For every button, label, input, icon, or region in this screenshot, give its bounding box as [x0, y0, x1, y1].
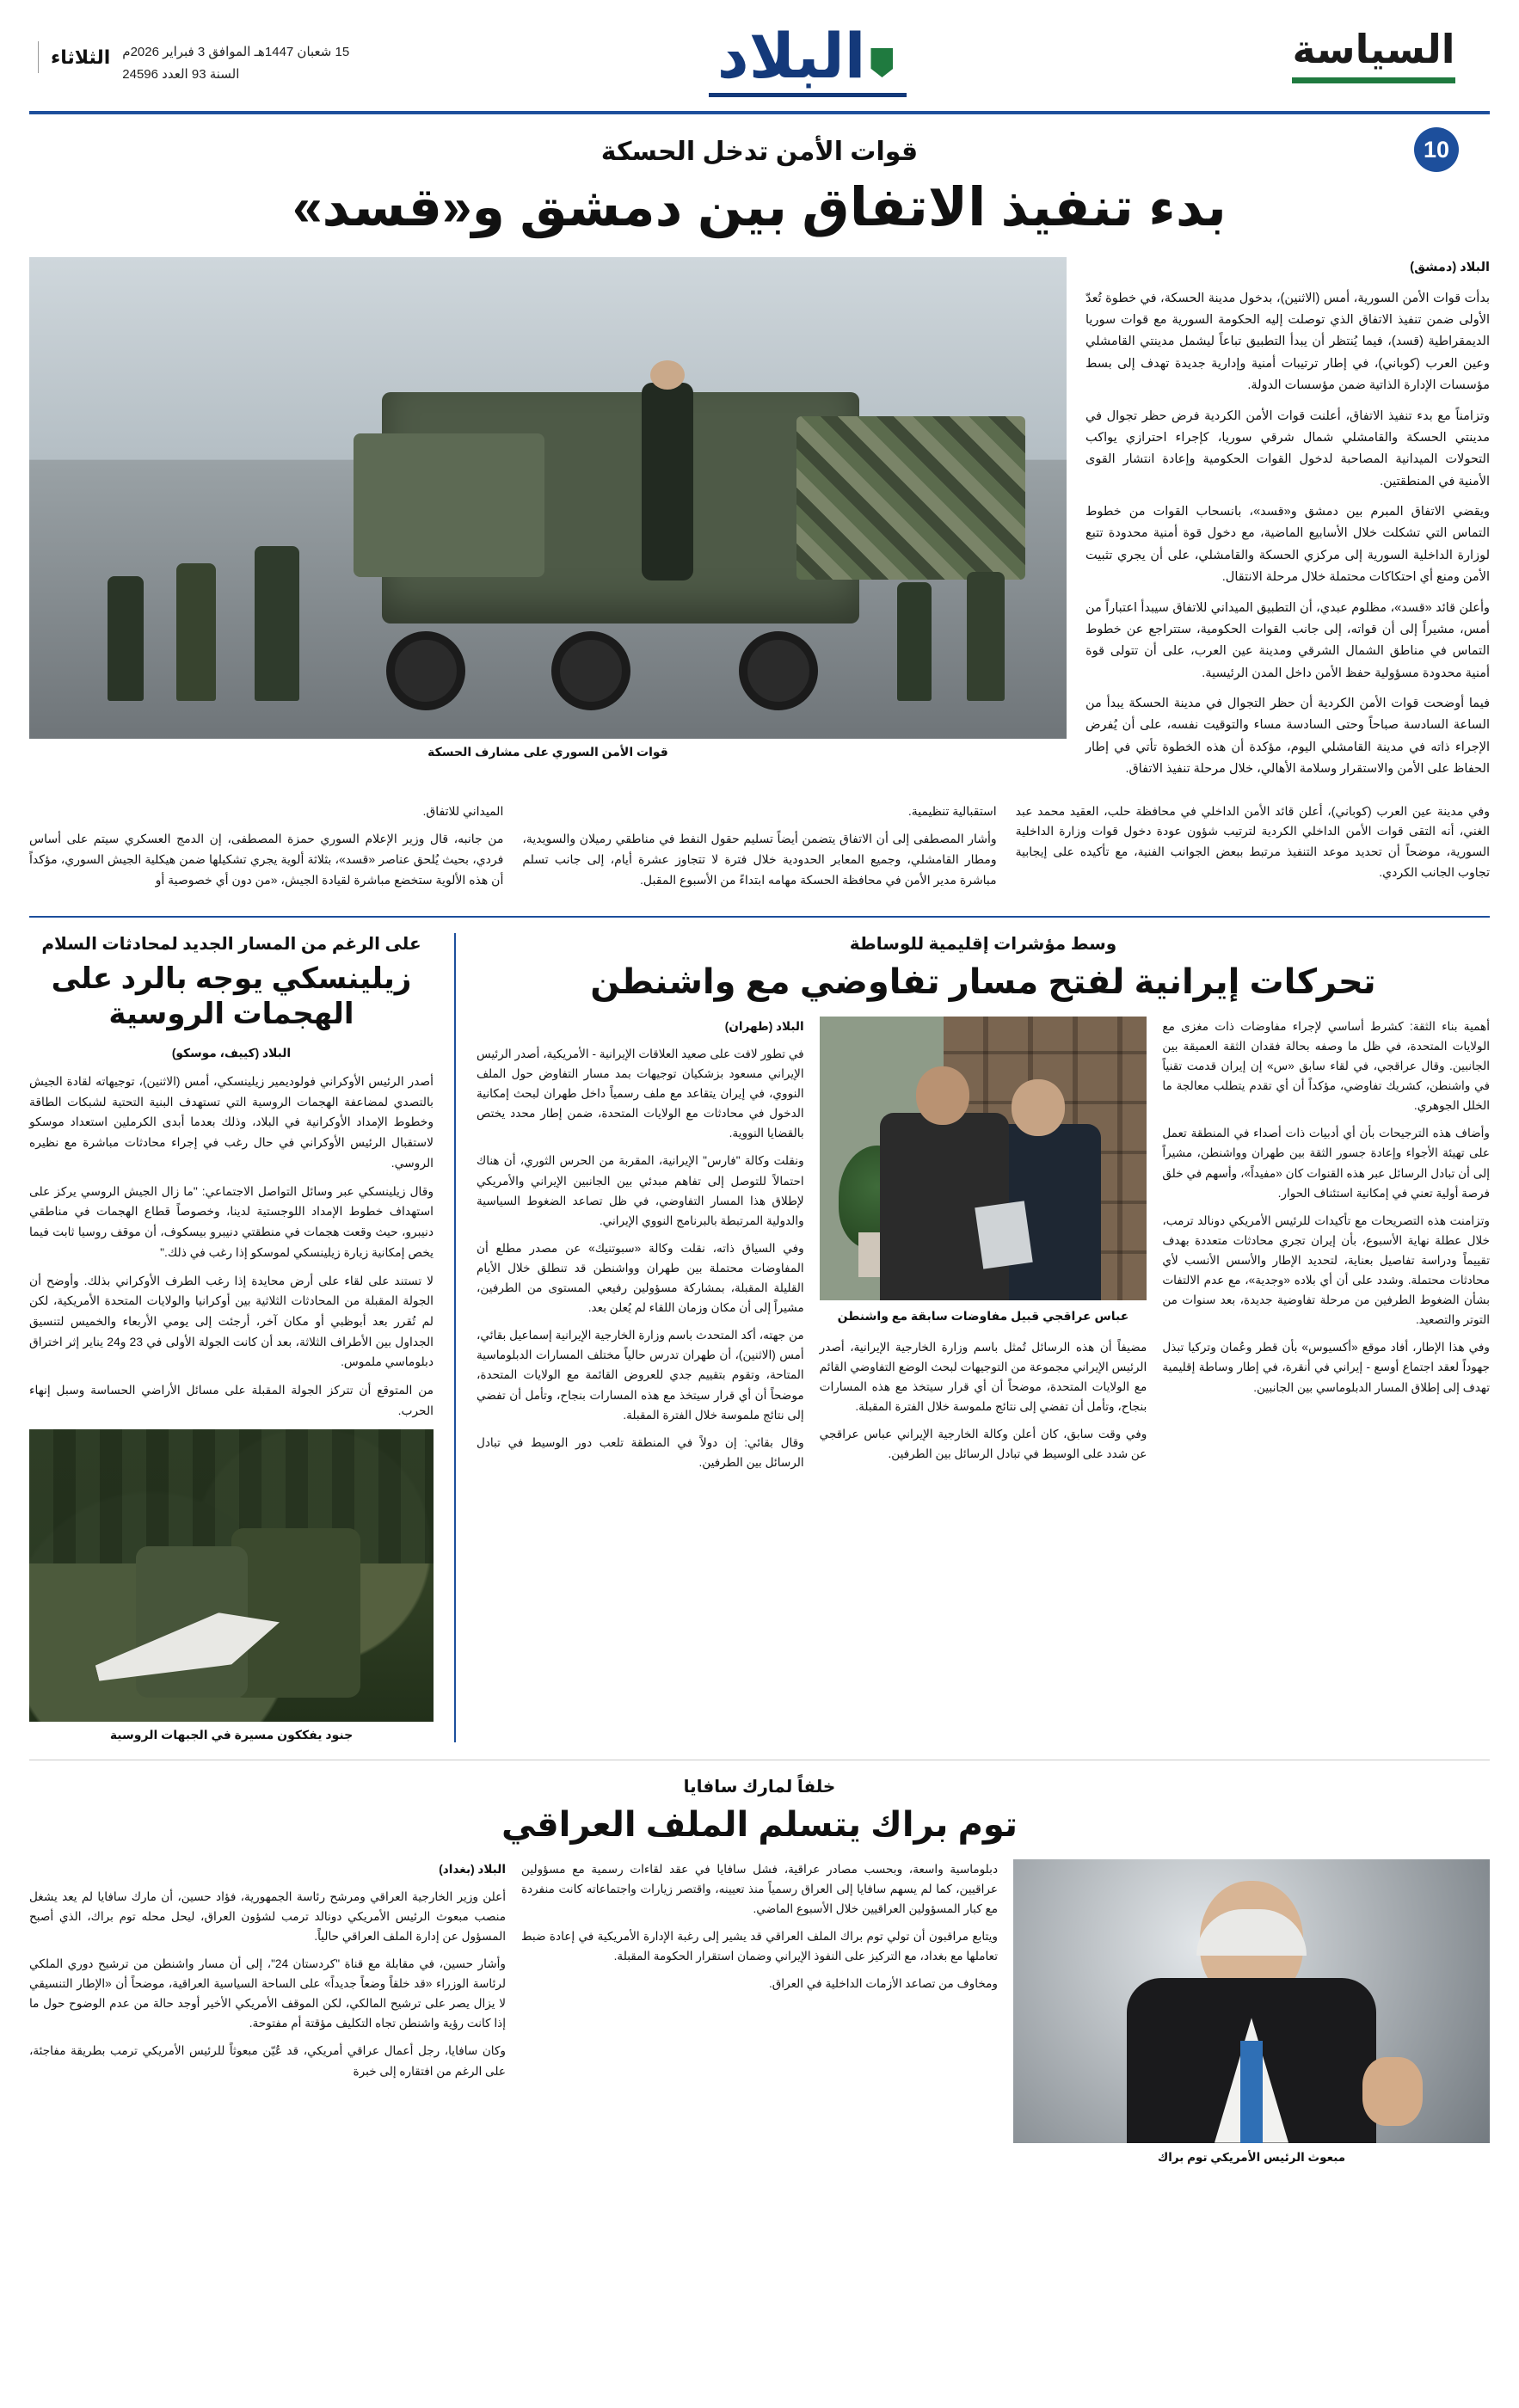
- section-rule: [1292, 77, 1455, 83]
- zelensky-title: زيلينسكي يوجه بالرد على الهجمات الروسية: [51, 961, 412, 1030]
- iran-photo-column: [820, 1017, 1147, 1480]
- zelensky-photo-caption: جنود يفككون مسيرة في الجبهات الروسية: [109, 1727, 354, 1742]
- lead-paragraph: ويقضي الاتفاق المبرم بين دمشق و«قسد»، بانسحاب القوات من خطوط التماس التي تشكلت خلال الأسابيع الماضية، مع دخول قوة أمنية محدودة تتبع لوزارة الداخلية السورية إلى مركزي الحسكة والقامشلي، على أن يجري تثبيت الأمن ومنع أي احتكاكات محتملة خلال مرحلة الانتقال.: [1085, 505, 1490, 585]
- barrack-photo: [1013, 1859, 1490, 2143]
- lead-article: [29, 257, 1490, 789]
- barrack-title: توم براك يتسلم الملف العراقي: [501, 1805, 1018, 1844]
- barrack-column-left: [521, 1859, 998, 2168]
- barrack-paragraph: ومخاوف من تصاعد الأزمات الداخلية في العراق.: [768, 1977, 998, 1991]
- barrack-photo-caption: مبعوث الرئيس الأمريكي توم براك: [1157, 2150, 1346, 2164]
- hijri-gregorian-date: 15 شعبان 1447هـ الموافق 3 فبراير 2026م: [122, 45, 350, 59]
- lead-paragraph: فيما أوضحت قوات الأمن الكردية أن حظر التجوال في مدينة الحسكة يبدأ من الساعة السادسة صباحاً وحتى السادسة مساء والتوقيت نفسه، على أن يُفرض الإجراء ذاته في مدينة القامشلي اليوم، مؤكدة أن هذه الخطوة تأتي في إطار الحفاظ على الأمن والاستقرار وسلامة الأهالي، خلال مرحلة تنفيذ الاتفاق.: [1085, 697, 1490, 777]
- section-title-block: [1266, 29, 1481, 83]
- iran-paragraph: وفي هذا الإطار، أفاد موقع «أكسيوس» بأن قطر وعُمان وتركيا تبذل جهوداً لعقد اجتماع أوسع - إيراني في أنقرة، في إطار وساطة إقليمية تهدف إلى إطلاق المسار الدبلوماسي بين الجانبين.: [1162, 1341, 1490, 1394]
- zelensky-body: [29, 1043, 434, 1421]
- zelensky-paragraph: لا تستند على لقاء على أرض محايدة إذا رغب الطرف الأوكراني بذلك. وأوضح أن الجولة المقبلة من المحادثات الثلاثية بين أوكرانيا والولايات المتحدة الأمريكية، لكن لم تُقرر بعد أبوظبي أو مكان آخر، أرجئت إلى يومي الأربعاء والخميس لتنسيق الجداول بين الأطراف الثلاثة، بعد أن كانت الجولة الأولى في 23 و24 يناير إثر اختراق دبلوماسي ملموس.: [29, 1274, 434, 1369]
- iran-paragraph: وفي وقت سابق، كان أعلن وكالة الخارجية الإيراني عباس عراقجي عن شدد على الوسيط في تبادل الرسائل بين الطرفين.: [819, 1427, 1147, 1461]
- zelensky-kicker: على الرغم من المسار الجديد لمحادثات السلام: [41, 934, 421, 954]
- iran-body: [477, 1017, 1490, 1480]
- barrack-paragraph: دبلوماسية واسعة، وبحسب مصادر عراقية، فشل سافايا في عقد لقاءات رسمية مع مسؤولين عراقيين، كما لم يسهم سافايا إلى العراق رسمياً منذ تعيينه، واقتصر زيارات واجتماعاته كانت منفردة مع كبار المسؤولين العراقيين خلال الأسبوع الماضي.: [521, 1862, 998, 1915]
- barrack-dateline: البلاد (بغداد): [439, 1862, 506, 1876]
- iran-paragraph: وقال بقائي: إن دولاً في المنطقة تلعب دور الوسيط في تبادل الرسائل بين الطرفين.: [476, 1435, 804, 1469]
- masthead-rule: [29, 111, 1490, 114]
- page-number-badge: 10: [1414, 127, 1459, 172]
- iran-column-right: [477, 1017, 804, 1480]
- lead-subcolumn-2: [522, 802, 996, 899]
- iran-paragraph: وتزامنت هذه التصريحات مع تأكيدات للرئيس الأمريكي دونالد ترمب، خلال عطلة نهاية الأسبوع، بأن إيران تجري محادثات متعددة بهدف تقييماً ودراسة تفاصيل بعناية، لتحديد الإطار والأسس الأنسب لأي محادثات محتملة. وشدد على أن أي بلاده «وجدية»، مع عدم الالتفات بشأن الضغوط الطرفين من مرحلة تفاوضية جديدة، بعد سنوات من التوتر والتصعيد.: [1162, 1213, 1490, 1327]
- zelensky-article: [29, 933, 434, 1742]
- zelensky-paragraph: وقال زيلينسكي عبر وسائل التواصل الاجتماعي: "ما زال الجيش الروسي يركز على استهداف خطوط الإمداد اللوجستية لدينا، وخصوصاً قطاع الهجمات في مناطقي دنيبرو، حيث وقعت هجمات في منطقتي دنيبرو بيسكوف، أن موقف روسيا ثابت فيما يخص إمكانية زيارة زيلينسكي لموسكو إذا رغب في ذلك.": [29, 1184, 434, 1259]
- lead-subcolumn-1: [29, 802, 503, 899]
- lead-kicker: قوات الأمن تدخل الحسكة: [600, 138, 919, 166]
- barrack-paragraph: أعلن وزير الخارجية العراقي ومرشح رئاسة الجمهورية، فؤاد حسين، أن مارك سافايا لم يعد يشغل منصب مبعوث الرئيس الأمريكي دونالد ترمب لشؤون العراق، ليحل محله توم براك، الذي أصبح المسؤول عن إدارة الملف العراقي حالياً.: [29, 1889, 506, 1943]
- barrack-kicker: خلفاً لمارك سافايا: [683, 1777, 836, 1797]
- zelensky-photo: [29, 1429, 434, 1722]
- lead-sub-paragraph: استقبالية تنظيمية.: [907, 803, 997, 818]
- barrack-body: [29, 1859, 1490, 2168]
- zelensky-dateline: البلاد (كييف، موسكو): [171, 1047, 292, 1060]
- lead-sub-paragraph: وأشار المصطفى إلى أن الاتفاق يتضمن أيضاً تسليم حقول النفط في مناطقي رميلان والسويدية، ومطار القامشلي، وجميع المعابر الحدودية خلال فترة لا تتجاوز عشرة أيام، إلى جانب تسلم مباشرة مدير الأمن في محافظة الحسكة مهامه ابتداءً من الأسبوع المقبل.: [522, 832, 997, 887]
- lead-dateline: البلاد (دمشق): [1410, 261, 1490, 275]
- lead-headline: بدء تنفيذ الاتفاق بين دمشق و«قسد»: [292, 178, 1227, 237]
- barrack-paragraph: وأشار حسين، في مقابلة مع قناة "كردستان 24"، إلى أن مسار واشنطن من ترشيح دوري الملكي لرئاسة الوزراء «قد خلقاً وضعاً جديداً» على الساحة السياسية العراقية، موضحاً أن «الإطار التنسيقي لا يزال يصر على ترشيح المالكي، لكن الموقف الأمريكي الأخير أوجد حالة من عدم الوضوح حول ما إذا كانت رؤية واشنطن تجاه التكليف مؤقتة أم مفتوحة.: [29, 1956, 506, 2030]
- iran-paragraph: وأضاف هذه الترجيحات بأن أي أدبيات ذات أصداء في المنطقة تعمل على تهيئة الأجواء وإعادة جسور الثقة بين طهران وواشنطن، مشيراً إلى أن تبادل الرسائل عبر هذه القنوات كان «مفيداً»، وأسهم في خلق فرصة أولية تعني في إمكانية استئناف الحوار.: [1162, 1127, 1490, 1200]
- iran-dateline: البلاد (طهران): [724, 1019, 804, 1033]
- barrack-paragraph: وكان سافايا، رجل أعمال عراقي أمريكي، قد عُيّن مبعوثاً للرئيس الأمريكي ترمب بطريقة مفاجئة، على الرغم من افتقاره إلى خبرة: [29, 2044, 506, 2078]
- zelensky-paragraph: أصدر الرئيس الأوكراني فولوديمير زيلينسكي، أمس (الاثنين)، توجيهاته لقادة الجيش بالتصدي لمضاعفة الهجمات الروسية التي تستهدف البنية التحتية لشبكات الطاقة وخطوط الإمداد الأوكرانية في البلاد، وذلك بعدما أبدى الكرملين استعداد موسكو لاستقبال الرئيس الأوكراني في حال رغب في إجراء محادثات مباشرة مع نظيره الروسي.: [29, 1075, 434, 1170]
- middle-section: [29, 933, 1490, 1742]
- lead-sub-paragraph: وفي مدينة عين العرب (كوباني)، أعلن قائد الأمن الداخلي في محافظة حلب، العقيد محمد عبد الغني، أنه التقى قوات الأمن الداخلي الكردية لترتيب شؤون عودة دخول قوات وزارة الداخلية السورية، موضحاً أن تحديد موعد التنفيذ مرتبط ببعض الجوانب الفنية، مع تأكيده على إيجابية تجاوب الجانب الكردي.: [1015, 803, 1490, 879]
- iran-paragraph: في تطور لافت على صعيد العلاقات الإيرانية - الأمريكية، أصدر الرئيس الإيراني مسعود بزشكيان توجيهات بمد مسار التفاوض حول الملف النووي، في إيران يتقاعد مع ملف رسمياً داخل طهران لبحث إمكانية الدخول في محادثات مع الولايات المتحدة، ضمن إطار محدد يختص بالقضايا النووية.: [476, 1047, 804, 1140]
- iran-column-left: [1162, 1017, 1490, 1480]
- masthead: [29, 0, 1490, 104]
- iran-paragraph: وفي السياق ذاته، نقلت وكالة «سبوتنيك» عن مصدر مطلع أن المفاوضات محتملة بين طهران وواشنطن قد تنطلق خلال الأيام القليلة المقبلة، بمشاركة مسؤولين رفيعي المستوى من الطرفين، مشيراً إلى أن مكان وزمان اللقاء لم يُعلن بعد.: [476, 1241, 804, 1315]
- barrack-article: [29, 1776, 1490, 2168]
- iran-kicker: وسط مؤشرات إقليمية للوساطة: [849, 934, 1117, 954]
- issue-number: السنة 93 العدد 24596: [122, 66, 240, 82]
- newspaper-logo: [709, 22, 907, 97]
- iran-title: تحركات إيرانية لفتح مسار تفاوضي مع واشنطن: [590, 962, 1376, 1001]
- lead-paragraph: بدأت قوات الأمن السورية، أمس (الاثنين)، بدخول مدينة الحسكة، في خطوة تُعدّ الأولى ضمن تنفيذ الاتفاق الذي توصلت إليه الحكومة السورية مع قوات سوريا الديمقراطية (قسد)، فيما يُنتظر أن يبدأ التطبيق تباعاً ليشمل مدينتي القامشلي وعين العرب (كوباني)، في إطار ترتيبات أمنية وإدارية جديدة تهدف إلى بسط مؤسسات الإدارة الذاتية ضمن مؤسسات الدولة.: [1085, 291, 1490, 393]
- lead-paragraph: وأعلن قائد «قسد»، مظلوم عبدي، أن التطبيق الميداني للاتفاق سيبدأ اعتباراً من أمس، مشيراً إلى أن قواته، إلى جانب القوات الحكومية، ستتراجع عن خطوط التماس في مناطق الشمال الشرقي ومدينة عين العرب، على أن تتولى قوة أمنية محدودة مسؤولية حفظ الأمن داخل المدن الرئيسية.: [1085, 600, 1490, 680]
- barrack-photo-column: [1013, 1859, 1490, 2168]
- iran-paragraph: أهمية بناء الثقة: كشرط أساسي لإجراء مفاوضات ذات مغزى مع الولايات المتحدة، في ظل ما وصفه بحالة فقدان الثقة العميقة بين الجانبين. وقال عراقجي، في لقاء سابق «س» إن إيران قدمت تقنياً في واشنطن، كشريك تفاوضي، مؤكداً أن أي تقدم يتطلب معالجة ما الخلل الجوهري.: [1162, 1019, 1490, 1113]
- iran-photo: [820, 1017, 1147, 1300]
- lead-photo-block: [29, 257, 1067, 759]
- barrack-paragraph: ويتابع مراقبون أن تولي توم براك الملف العراقي قد يشير إلى رغبة الإدارة الأمريكية في إعادة ضبط تعاملها مع بغداد، مع التركيز على النفوذ الإيراني وضمان استقرار الحكومة المقبلة.: [521, 1929, 998, 1963]
- lead-sub-paragraph: الميداني للاتفاق.: [422, 803, 504, 818]
- lead-text-column: [1085, 257, 1490, 789]
- zelensky-paragraph: من المتوقع أن تتركز الجولة المقبلة على مسائل الأراضي الحساسة وسبل إنهاء الحرب.: [29, 1384, 434, 1417]
- lead-paragraph: وتزامناً مع بدء تنفيذ الاتفاق، أعلنت قوات الأمن الكردية فرض حظر تجوال في مدينتي الحسكة والقامشلي شمال شرقي سوريا، كإجراء احترازي يواكب التحولات الميدانية المصاحبة لدخول القوات الحكومية وإعادة انتشار القوى الأمنية في المنطقتين.: [1085, 408, 1490, 488]
- iran-article: [477, 933, 1490, 1480]
- barrack-column-right: [29, 1859, 506, 2168]
- section-title: السياسة: [1292, 27, 1455, 71]
- logo-underline: [709, 93, 907, 97]
- logo-text: البلاد: [717, 26, 899, 88]
- iran-paragraph: مضيفاً أن هذه الرسائل تُمثل باسم وزارة الخارجية الإيرانية، أصدر الرئيس الإيراني مجموعة من التوجيهات لبحث الوضع التفاوضي القائم مع الولايات المتحدة، موضحاً أن أي قرار سيتخذ مع هذه المسارات بنجاح، وتأمل أن تفضي إلى نتائج ملموسة خلال الفترة المقبلة.: [819, 1340, 1147, 1413]
- lead-photo: [29, 257, 1067, 739]
- weekday: الثلاثاء: [38, 41, 110, 73]
- date-block: [38, 41, 349, 85]
- iran-paragraph: ونقلت وكالة "فارس" الإيرانية، المقربة من الحرس الثوري، أن هناك احتمالاً للتوصل إلى تفاهم مبدئي بين الجانبين الإيراني والأمريكي لإطلاق هذا المسار التفاوضي، في ظل تصاعد الضغوط السياسية والدولية المرتبطة بالبرنامج النووي الإيراني.: [476, 1154, 804, 1227]
- lead-sub-paragraph: من جانبه، قال وزير الإعلام السوري حمزة المصطفى، إن الدمج العسكري سيتم على أساس فردي، بحيث يُلحق عناصر «قسد»، بثلاثة ألوية يجري تشكيلها ضمن هيكلية الجيش السوري، مؤكداً أن هذه الألوية ستخضع مباشرة لقيادة الجيش، «من دون أي خصوصية أو: [29, 832, 504, 887]
- section-divider: [29, 916, 1490, 918]
- lead-photo-caption: قوات الأمن السوري على مشارف الحسكة: [427, 745, 668, 759]
- flag-icon: [870, 48, 893, 77]
- iran-paragraph: من جهته، أكد المتحدث باسم وزارة الخارجية الإيرانية إسماعيل بقائي، أمس (الاثنين)، أن طهران تدرس حالياً مختلف المسارات الدبلوماسية المتاحة، وتقوم بتقييم جدي للعروض القائمة مع الولايات المتحدة، موضحاً أن أي قرار سيتخذ مع هذه المسارات بنجاح، وتأمل أن تفضي إلى نتائج ملموسة خلال الفترة المقبلة.: [476, 1329, 804, 1422]
- lead-subcolumn-3: [1016, 802, 1490, 899]
- iran-photo-caption: عباس عراقجي قبيل مفاوضات سابقة مع واشنطن: [837, 1308, 1129, 1323]
- lead-subcolumns: [29, 802, 1490, 899]
- vertical-divider: [454, 933, 456, 1742]
